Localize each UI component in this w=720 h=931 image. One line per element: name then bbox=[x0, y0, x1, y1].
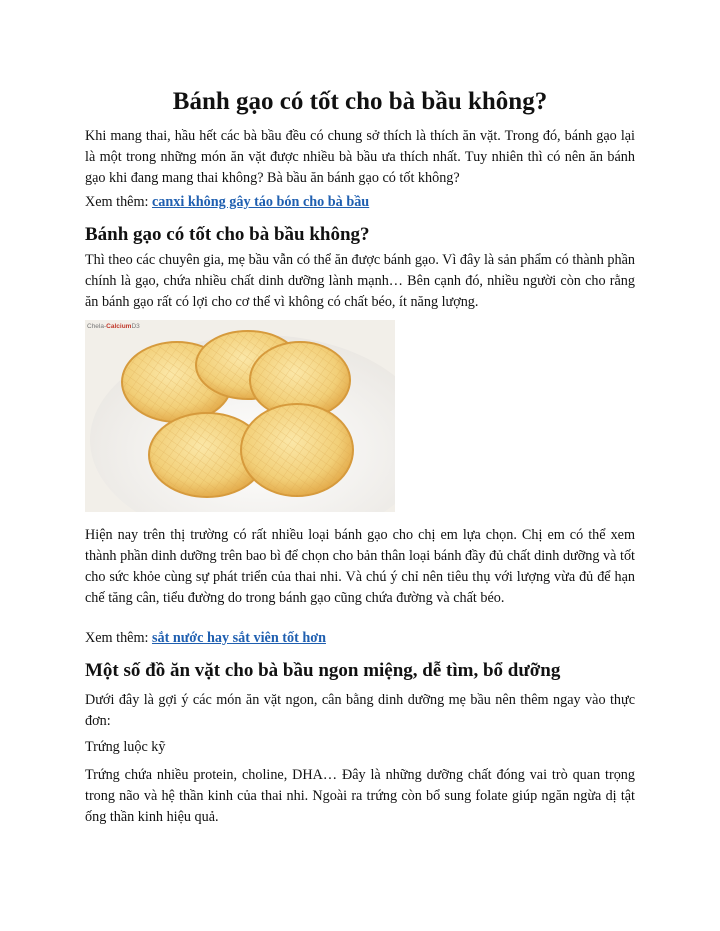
see-also-1-link[interactable]: canxi không gây táo bón cho bà bầu bbox=[151, 194, 370, 210]
section-1-paragraph: Thì theo các chuyên gia, mẹ bầu vẫn có thể ăn được bánh gạo. Vì đây là sản phẩm có thành phần chính là gạo, chứa nhiều chất dinh dưỡng lành mạnh… Bên cạnh đó, nhiều người còn cho rằng ăn bánh gạo rất có lợi cho cơ thể vì không có chất béo, ít năng lượng. bbox=[85, 252, 635, 310]
rice-cracker-illustration bbox=[85, 320, 395, 512]
page-title: Bánh gạo có tốt cho bà bầu không? bbox=[172, 88, 548, 115]
rice-cracker-photo bbox=[85, 320, 395, 512]
item-paragraph: Trứng chứa nhiều protein, choline, DHA… Đây là những dưỡng chất đóng vai trò quan trọng trong não và hệ thần kinh của thai nhi. Ngoài ra trứng còn bổ sung folate giúp ngăn ngừa dị tật ống thần kinh hiệu quả. bbox=[85, 767, 635, 825]
section-2-paragraph: Dưới đây là gợi ý các món ăn vặt ngon, cân bằng dinh dưỡng mẹ bầu nên thêm ngay vào thực đơn: bbox=[85, 692, 635, 729]
see-also-2-prefix: Xem thêm: bbox=[85, 630, 152, 646]
see-also-1 bbox=[85, 192, 635, 213]
paragraph-2: Hiện nay trên thị trường có rất nhiều loại bánh gạo cho chị em lựa chọn. Chị em có thể xem thành phần dinh dưỡng trên bao bì để chọn cho bản thân loại bánh đầy đủ chất dinh dưỡng và tốt cho sức khỏe cùng sự phát triển của thai nhi. Và chú ý chỉ nên tiêu thụ với lượng vừa đủ để hạn chế tăng cân, tiểu đường do trong bánh gạo cũng chứa đường và chất béo. bbox=[85, 527, 635, 606]
intro-paragraph: Khi mang thai, hầu hết các bà bầu đều có chung sở thích là thích ăn vặt. Trong đó, bánh gạo lại là một trong những món ăn vặt được nhiều bà bầu ưa thích nhất. Tuy nhiên thì có nên ăn bánh gạo khi đang mang thai không? Bà bầu ăn bánh gạo có tốt không? bbox=[85, 128, 635, 186]
item-title: Trứng luộc kỹ bbox=[85, 739, 166, 755]
section-2-heading: Một số đồ ăn vặt cho bà bầu ngon miệng, dễ tìm, bổ dưỡng bbox=[85, 660, 561, 681]
see-also-2-link[interactable]: sắt nước hay sắt viên tốt hơn bbox=[151, 630, 326, 646]
see-also-1-prefix: Xem thêm: bbox=[85, 194, 152, 210]
section-1-heading: Bánh gạo có tốt cho bà bầu không? bbox=[85, 224, 370, 245]
brand-watermark: Chela-CalciumD3 bbox=[87, 323, 140, 330]
see-also-2 bbox=[85, 628, 635, 649]
